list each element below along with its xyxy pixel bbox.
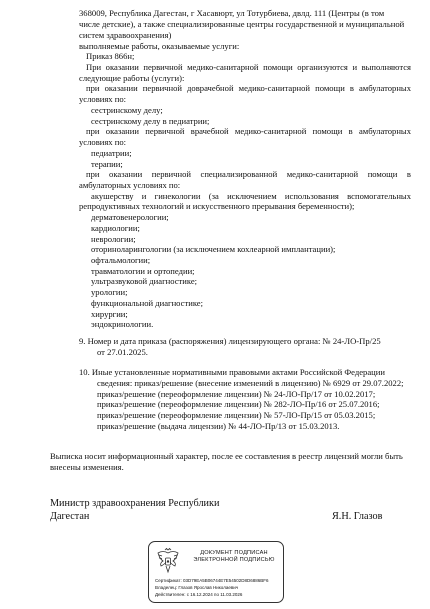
list-item: сестринскому делу в педиатрии; (91, 116, 210, 126)
stamp-title: ДОКУМЕНТ ПОДПИСАН ЭЛЕКТРОННОЙ ПОДПИСЬЮ (193, 550, 275, 563)
section-header-cont: амбулаторных условиях по: (79, 180, 181, 190)
stamp-certificate: Сертификат: 03D79EA5B06744E7E54502D8D6886BF6 (155, 578, 269, 583)
item-10-text: сведения: приказ/решение (внесение изменений в лицензию) № 6929 от 29.07.2022; (97, 378, 404, 388)
disclaimer-text: внесены изменения. (50, 462, 124, 472)
signatory-name: Я.Н. Глазов (332, 511, 383, 522)
item-10-text: приказ/решение (переоформление лицензии) № 24-ЛО-Пр/17 от 10.02.2017; (97, 389, 376, 399)
list-item: кардиологии; (91, 223, 140, 233)
item-9-text: 9. Номер и дата приказа (распоряжения) лицензирующего органа: № 24-ЛО-Пр/25 (79, 336, 381, 346)
list-item: акушерству и гинекологии (за исключением использования вспомогательных (91, 191, 411, 201)
works-heading: выполняемые работы, оказываемые услуги: (79, 41, 240, 51)
section-header: при оказании первичной доврачебной медико-санитарной помощи в амбулаторных (86, 83, 411, 93)
signatory-position: Министр здравоохранения Республики (50, 498, 220, 509)
list-item: сестринскому делу; (91, 105, 163, 115)
order-ref: Приказ 866н; (86, 51, 135, 61)
item-9-text: от 27.01.2025. (97, 347, 148, 357)
list-item: функциональной диагностике; (91, 298, 204, 308)
coat-of-arms-icon (155, 547, 181, 575)
list-item: хирургии; (91, 309, 128, 319)
address-line: систем здравоохранения) (79, 30, 172, 40)
stamp-owner: Владелец: Глазов Ярослав Николаевич (155, 585, 239, 590)
address-line: 368009, Республика Дагестан, г Хасавюрт, ул Тотурбиева, двлд. 111 (Центры (в том (79, 8, 385, 18)
list-item: эндокринологии. (91, 319, 154, 329)
disclaimer-text: Выписка носит информационный характер, после ее составления в реестр лицензий могли быть (50, 451, 403, 461)
list-item: ультразвуковой диагностике; (91, 276, 198, 286)
item-10-text: 10. Иные установленные нормативными правовыми актами Российской Федерации (79, 367, 385, 377)
signatory-position: Дагестан (50, 511, 90, 522)
list-item: терапии; (91, 159, 123, 169)
works-intro: При оказании первичной медико-санитарной помощи организуются и выполняются (86, 62, 411, 72)
item-10-text: приказ/решение (переоформление лицензии) № 282-ЛО-Пр/16 от 25.07.2016; (97, 399, 380, 409)
works-intro-cont: следующие работы (услуги): (79, 73, 185, 83)
list-item-cont: репродуктивных технологий и искусственного прерывания беременности); (79, 201, 355, 211)
list-item: травматологии и ортопедии; (91, 266, 195, 276)
list-item: педиатрии; (91, 148, 132, 158)
item-10-text: приказ/решение (переоформление лицензии) № 57-ЛО-Пр/15 от 05.03.2015; (97, 410, 376, 420)
list-item: офтальмологии; (91, 255, 151, 265)
address-line: числе детские), а также специализированные центры государственной и муниципальной (79, 19, 405, 29)
stamp-validity: Действителен: с 16.12.2024 по 11.03.2026 (155, 592, 243, 597)
section-header-cont: условиях по: (79, 137, 127, 147)
list-item: дерматовенерологии; (91, 212, 169, 222)
list-item: неврологии; (91, 234, 136, 244)
list-item: оториноларингологии (за исключением кохлеарной имплантации); (91, 244, 336, 254)
item-10-text: приказ/решение (выдача лицензии) № 44-ЛО-Пр/13 от 15.03.2013. (97, 421, 340, 431)
section-header: при оказании первичной врачебной медико-санитарной помощи в амбулаторных (86, 126, 411, 136)
section-header: при оказании первичной специализированной медико-санитарной помощи в (86, 169, 411, 179)
list-item: урологии; (91, 287, 128, 297)
electronic-signature-stamp (148, 541, 284, 603)
section-header-cont: условиях по: (79, 94, 127, 104)
